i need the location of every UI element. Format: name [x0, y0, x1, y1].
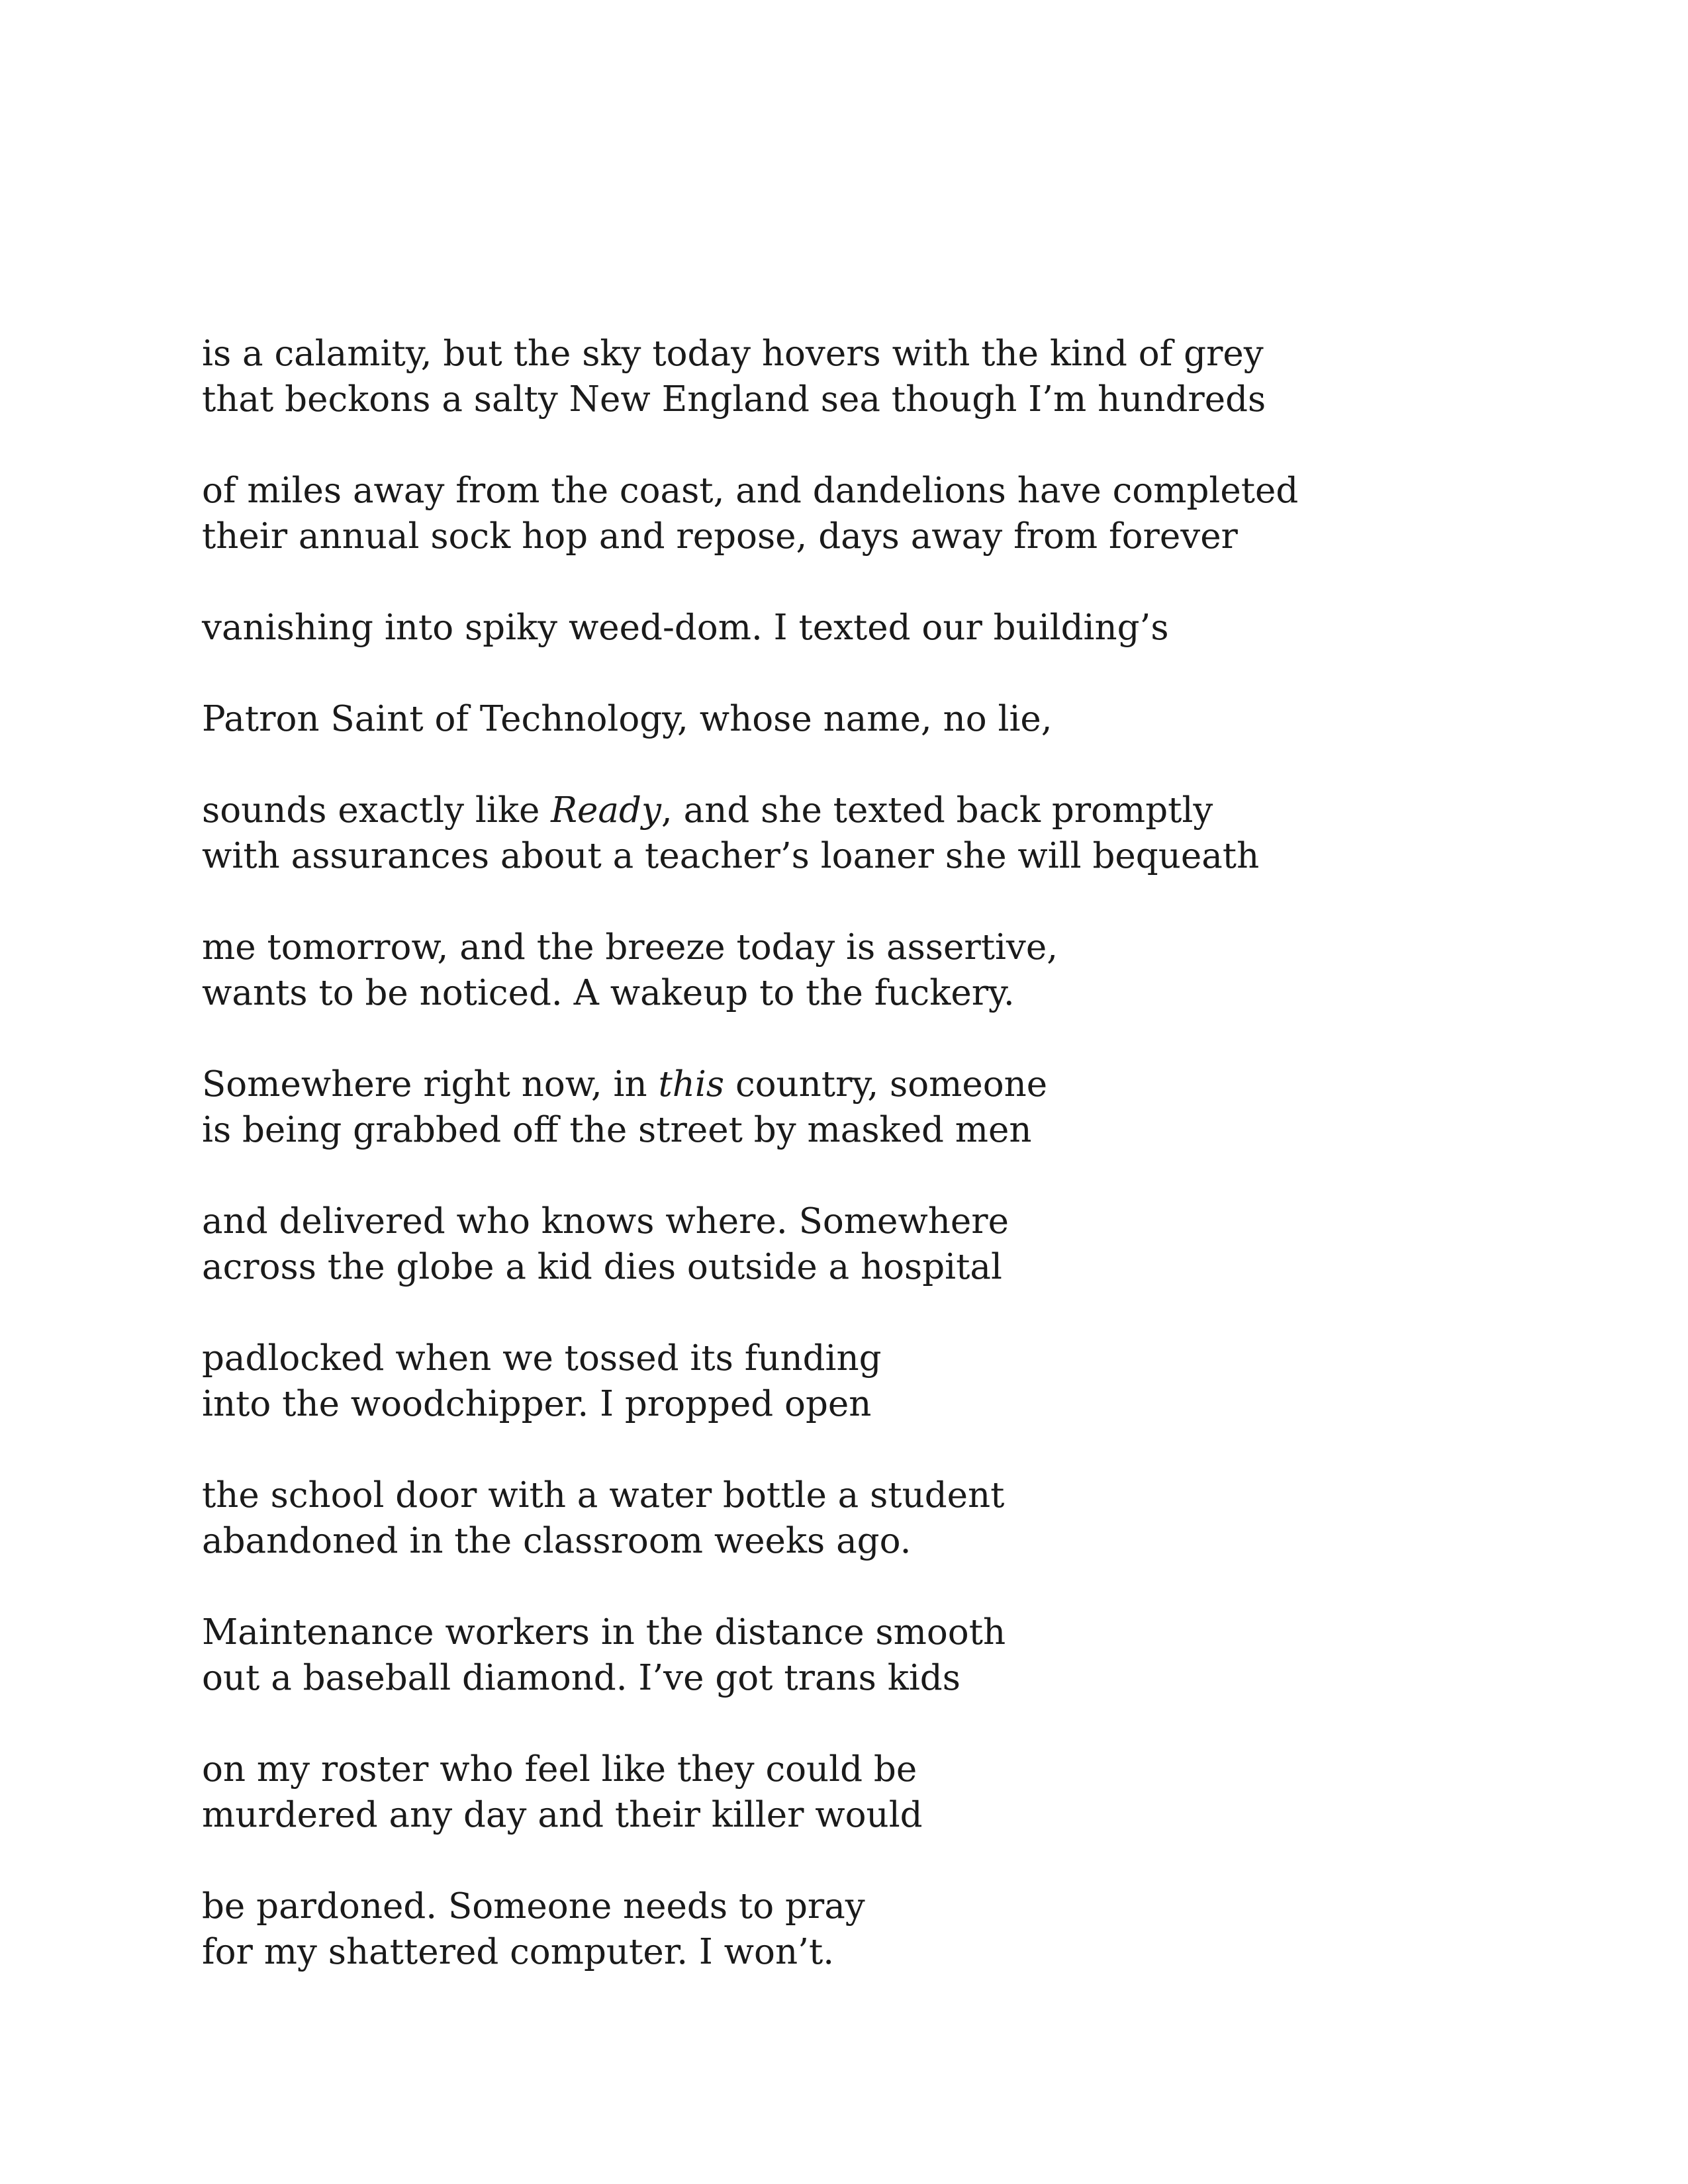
poem-line: murdered any day and their killer would [202, 1795, 923, 1835]
poem-italic-word: this [658, 1064, 725, 1105]
poem-line: Patron Saint of Technology, whose name, no lie, [202, 699, 1053, 739]
stanza-break [202, 1701, 1526, 1747]
poem-text: country, someone [724, 1064, 1048, 1105]
poem-text: , and she texted back promptly [661, 790, 1213, 831]
poem-line: me tomorrow, and the breeze today is assertive, [202, 927, 1058, 968]
poem-line: Maintenance workers in the distance smooth [202, 1612, 1006, 1653]
stanza-break [202, 422, 1526, 468]
stanza-break [202, 1016, 1526, 1062]
poem-line: and delivered who knows where. Somewhere [202, 1201, 1009, 1242]
stanza-break [202, 1153, 1526, 1199]
poem-body [202, 331, 1526, 1975]
poem-line: on my roster who feel like they could be [202, 1749, 917, 1790]
poem-line: with assurances about a teacher’s loaner she will bequeath [202, 836, 1260, 876]
stanza-break [202, 1290, 1526, 1336]
poem-text: sounds exactly like [202, 790, 551, 831]
poem-line: be pardoned. Someone needs to pray [202, 1886, 865, 1927]
poem-line: is a calamity, but the sky today hovers with the kind of grey [202, 334, 1264, 374]
stanza-break [202, 651, 1526, 696]
poem-line: for my shattered computer. I won’t. [202, 1932, 835, 1972]
poem-line: across the globe a kid dies outside a hospital [202, 1247, 1002, 1287]
stanza-break [202, 559, 1526, 605]
poem-line: vanishing into spiky weed-dom. I texted our building’s [202, 608, 1169, 648]
poem-line: their annual sock hop and repose, days away from forever [202, 516, 1238, 557]
stanza-break [202, 742, 1526, 788]
poem-line: that beckons a salty New England sea though I’m hundreds [202, 379, 1266, 420]
stanza-break [202, 1838, 1526, 1884]
poem-italic-word: Ready [551, 790, 661, 831]
poem-text: Somewhere right now, in [202, 1064, 659, 1105]
poem-line: padlocked when we tossed its funding [202, 1338, 882, 1379]
poem-line: is being grabbed off the street by masked men [202, 1110, 1032, 1150]
stanza-break [202, 879, 1526, 925]
poem-line: into the woodchipper. I propped open [202, 1384, 872, 1424]
poem-line [202, 788, 1526, 833]
poem-line: wants to be noticed. A wakeup to the fuckery. [202, 973, 1015, 1013]
poem-line: out a baseball diamond. I’ve got trans kids [202, 1658, 961, 1698]
stanza-break [202, 1564, 1526, 1610]
poem-line [202, 1062, 1526, 1107]
poem-line: abandoned in the classroom weeks ago. [202, 1521, 912, 1561]
poem-line: the school door with a water bottle a student [202, 1475, 1005, 1516]
poem-line: of miles away from the coast, and dandelions have completed [202, 471, 1299, 511]
stanza-break [202, 1427, 1526, 1473]
